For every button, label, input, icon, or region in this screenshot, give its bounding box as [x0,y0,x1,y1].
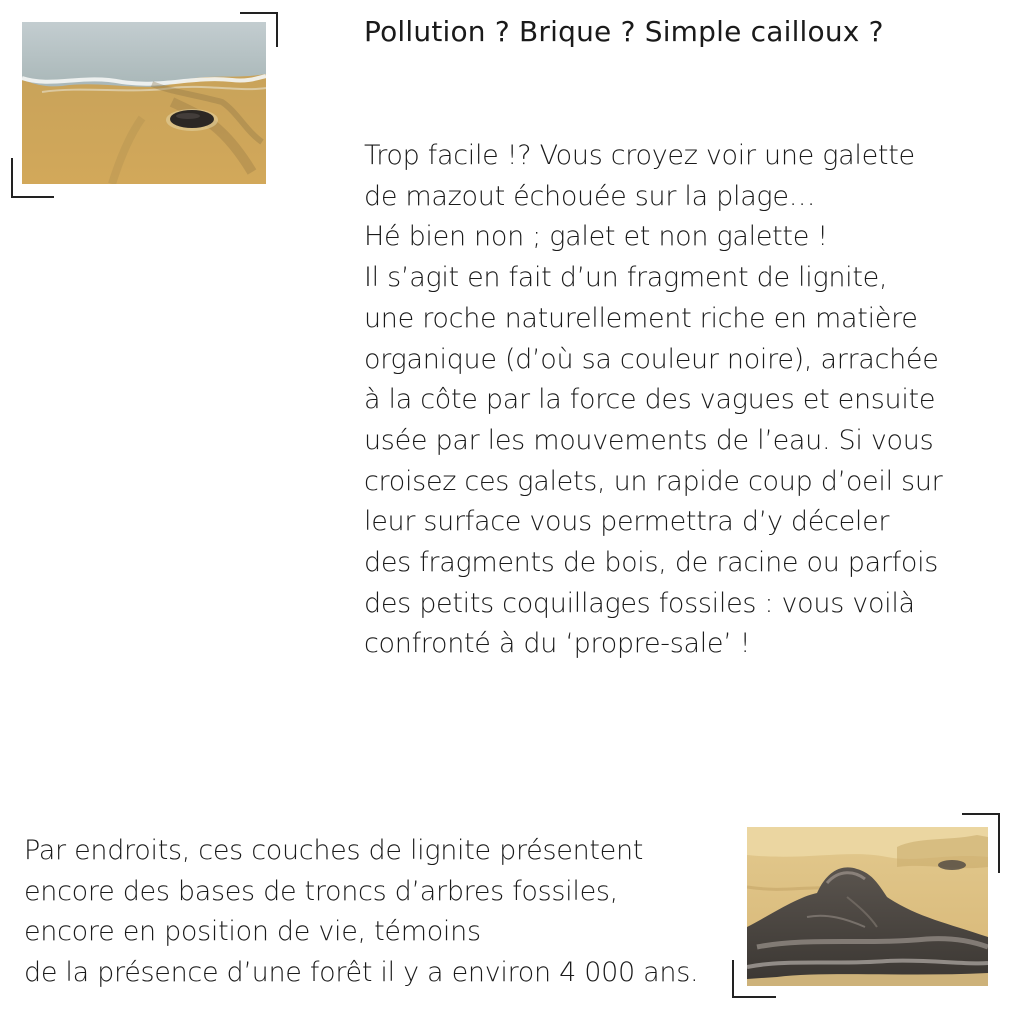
paragraph-line: encore en position de vie, témoins [24,916,481,948]
paragraph-line: leur surface vous permettra d’y déceler [364,506,890,538]
paragraph-line: confronté à du ‘propre-sale’ ! [364,628,751,660]
paragraph-line: croisez ces galets, un rapide coup d’oeil sur [364,465,943,497]
paragraph-line: des fragments de bois, de racine ou parfois [364,547,939,579]
paragraph-line: organique (d’où sa couleur noire), arrachée [364,343,939,375]
page-heading: Pollution ? Brique ? Simple cailloux ? [364,15,884,48]
paragraph-line: de la présence d’une forêt il y a environ 4 000 ans. [24,957,699,989]
paragraph-line: à la côte par la force des vagues et ensuite [364,384,936,416]
paragraph-line: de mazout échouée sur la plage… [364,180,816,212]
paragraph-line: Il s’agit en fait d’un fragment de lignite, [364,262,888,294]
bottom-paragraph [24,831,698,994]
paragraph-line: encore des bases de troncs d’arbres fossiles, [24,875,618,907]
paragraph-line: usée par les mouvements de l’eau. Si vous [364,424,934,456]
fossil-tree-stump-photo [747,827,988,986]
bottom-photo-figure [730,810,1020,1005]
top-photo-figure [0,0,290,200]
paragraph-line: une roche naturellement riche en matière [364,302,918,334]
main-paragraph [364,136,942,665]
paragraph-line: Par endroits, ces couches de lignite présentent [24,835,644,866]
paragraph-line: Trop facile !? Vous croyez voir une galette [364,140,915,171]
paragraph-line: Hé bien non ; galet et non galette ! [364,221,828,253]
paragraph-line: des petits coquillages fossiles : vous voilà [364,587,915,619]
lignite-pebble-beach-photo [22,22,266,184]
